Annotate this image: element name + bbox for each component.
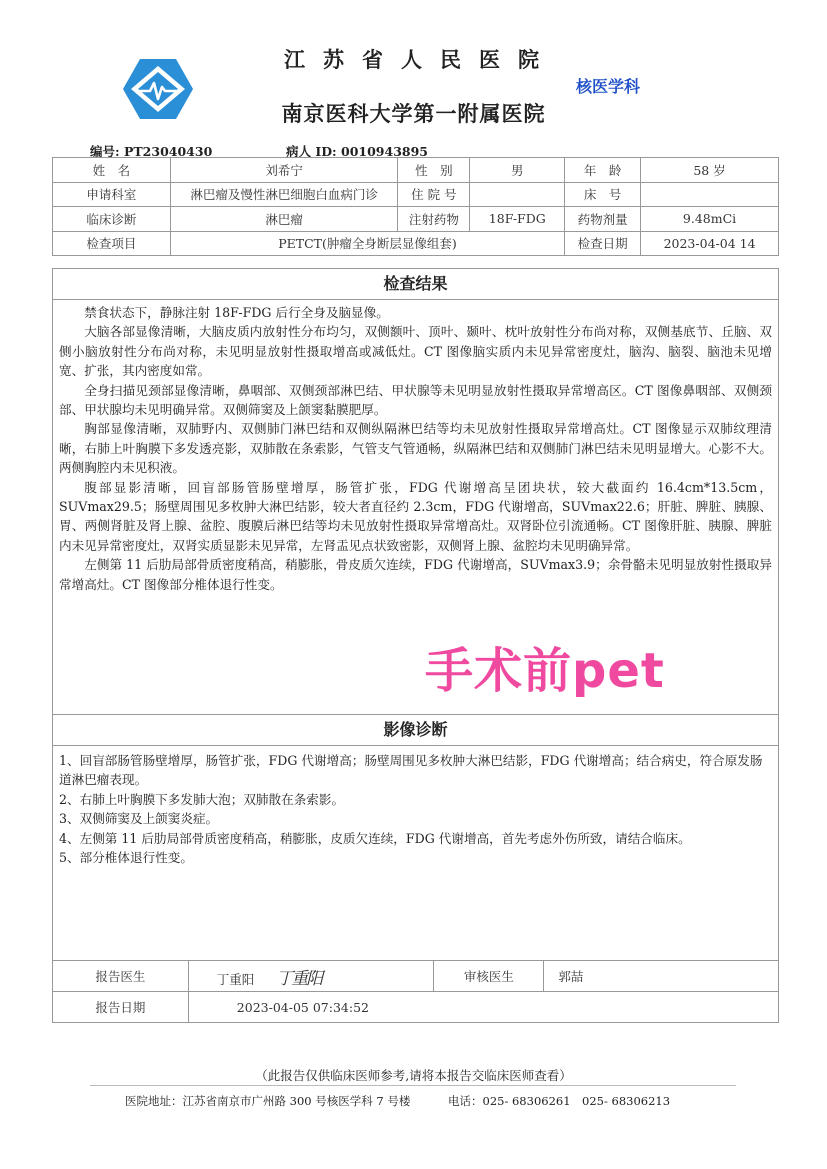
findings-paragraph: 大脑各部显像清晰，大脑皮质内放射性分布均匀，双侧额叶、顶叶、颞叶、枕叶放射性分布尚对称，双侧基底节、丘脑、双侧小脑放射性分布尚对称，未见明显放射性摄取增高或减低灶。CT 图像脑实质内未见异常密度灶，脑沟、脑裂、脑池未见增宽、扩张，其内密度如常。 (59, 324, 772, 379)
age-value: 58 岁 (641, 158, 779, 183)
diagnosis-value: 淋巴瘤 (170, 207, 398, 232)
impression-item: 1、回盲部肠管肠壁增厚，肠管扩张，FDG 代谢增高；肠壁周围见多枚肿大淋巴结影，FDG 代谢增高；结合病史，符合原发肠道淋巴瘤表现。 (59, 753, 763, 788)
footer-phone: 电话：025- 68306261 025- 68306213 (448, 1094, 671, 1108)
name-label: 姓 名 (53, 158, 171, 183)
patient-info-table (52, 157, 779, 256)
report-number-value: PT23040430 (123, 144, 213, 159)
inpatient-value (470, 182, 565, 207)
signature: 丁重阳 (276, 968, 322, 989)
reviewer-label: 审核医生 (434, 961, 544, 992)
report-number-label: 编号: (90, 144, 120, 159)
footer-address: 医院地址：江苏省南京市广州路 300 号核医学科 7 号楼 (125, 1094, 411, 1108)
sex-value: 男 (470, 158, 565, 183)
impression-item: 4、左侧第 11 后肋局部骨质密度稍高，稍膨胀，皮质欠连续，FDG 代谢增高，首先考虑外伤所致，请结合临床。 (59, 830, 691, 846)
reporter-cell (188, 961, 434, 992)
impression-item: 5、部分椎体退行性变。 (59, 850, 193, 866)
exam-date-label: 检查日期 (565, 231, 641, 256)
name-value: 刘希宁 (170, 158, 398, 183)
reporter-label: 报告医生 (53, 961, 189, 992)
sex-label: 性 别 (398, 158, 470, 183)
handwritten-note: 手术前pet (425, 643, 665, 699)
impression-section (52, 714, 779, 961)
findings-paragraph: 腹部显影清晰，回盲部肠管肠壁增厚，肠管扩张，FDG 代谢增高呈团块状，较大截面约 16.4cm*13.5cm，SUVmax29.5；肠壁周围见多枚肿大淋巴结影，较大者直径约 2.3cm，FDG 代谢增高，SUVmax22.6；肝脏、脾脏、胰腺、胃、两侧肾脏及肾上腺、盆腔、腹膜后淋巴结等均未见放射性摄取异常增高灶。双肾卧位引流通畅。CT 图像肝脏、胰腺、脾脏内未见异常密度灶，双肾实质显影未见异常，左肾盂见点状致密影，双侧肾上腺、盆腔均未见明确异常。 (59, 479, 772, 553)
hospital-name: 江苏省人民医院 (284, 47, 557, 72)
bed-value (641, 182, 779, 207)
patient-id-label: 病人 ID: (286, 144, 337, 159)
dose-value: 9.48mCi (641, 207, 779, 232)
diagnosis-label: 临床诊断 (53, 207, 171, 232)
hospital-subname: 南京医科大学第一附属医院 (281, 101, 546, 126)
impression-heading: 影像诊断 (53, 715, 778, 746)
findings-paragraph: 禁食状态下，静脉注射 18F-FDG 后行全身及脑显像。 (84, 305, 389, 320)
exam-value: PETCT(肿瘤全身断层显像组套) (170, 231, 564, 256)
dose-label: 药物剂量 (565, 207, 641, 232)
exam-date-value: 2023-04-04 14 (641, 231, 779, 256)
findings-paragraph: 全身扫描见颈部显像清晰，鼻咽部、双侧颈部淋巴结、甲状腺等未见明显放射性摄取异常增高区。CT 图像鼻咽部、双侧颈部、甲状腺均未见明确异常。双侧筛窦及上颌窦黏膜肥厚。 (59, 382, 772, 418)
signoff-table (52, 960, 779, 1023)
age-label: 年 龄 (565, 158, 641, 183)
report-date-value: 2023-04-05 07:34:52 (188, 992, 778, 1023)
drug-value: 18F-FDG (470, 207, 565, 232)
impression-body (53, 746, 778, 867)
findings-paragraph: 胸部显像清晰，双肺野内、双侧肺门淋巴结和双侧纵隔淋巴结等均未见放射性摄取异常增高灶。CT 图像显示双肺纹理清晰，右肺上叶胸膜下多发透亮影，双肺散在条索影，气管支气管通畅，纵隔淋巴结和双侧肺门淋巴结未见明显增大。心影不大。两侧胸腔内未见积液。 (59, 421, 772, 476)
drug-label: 注射药物 (398, 207, 470, 232)
patient-id-value: 0010943895 (341, 144, 428, 159)
findings-paragraph: 左侧第 11 后肋局部骨质密度稍高，稍膨胀，骨皮质欠连续，FDG 代谢增高，SUVmax3.9；余骨骼未见明显放射性摄取异常增高灶。CT 图像部分椎体退行性变。 (59, 557, 772, 592)
impression-item: 2、右肺上叶胸膜下多发肺大泡；双肺散在条索影。 (59, 791, 345, 807)
exam-label: 检查项目 (53, 231, 171, 256)
dept-value: 淋巴瘤及慢性淋巴细胞白血病门诊 (170, 182, 398, 207)
footer-note: （此报告仅供临床医师参考,请将本报告交临床医师查看） (255, 1068, 572, 1083)
footer-divider (90, 1085, 736, 1086)
dept-label: 申请科室 (53, 182, 171, 207)
department-name: 核医学科 (576, 77, 641, 96)
report-date-label: 报告日期 (53, 992, 189, 1023)
reviewer-name: 郭喆 (544, 961, 779, 992)
findings-body (53, 300, 778, 594)
bed-label: 床 号 (565, 182, 641, 207)
findings-heading: 检查结果 (53, 269, 778, 300)
inpatient-label: 住 院 号 (398, 182, 470, 207)
findings-section (52, 268, 779, 715)
reporter-name: 丁重阳 (216, 971, 255, 987)
impression-item: 3、双侧筛窦及上颌窦炎症。 (59, 811, 219, 827)
